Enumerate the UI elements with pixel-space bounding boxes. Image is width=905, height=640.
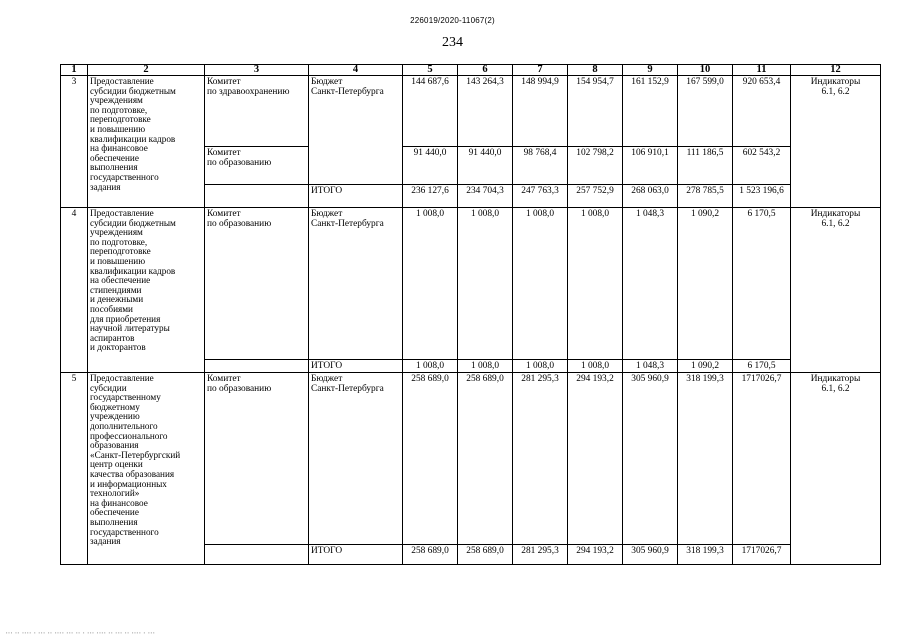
value-cell: 148 994,9 — [513, 76, 568, 147]
table-row — [61, 208, 881, 360]
header-cell: 11 — [733, 65, 791, 76]
value-cell: 106 910,1 — [623, 147, 678, 185]
document-number: 226019/2020-11067(2) — [410, 16, 495, 25]
page-number: 234 — [442, 35, 463, 50]
funding-source: Бюджет Санкт-Петербурга — [309, 76, 403, 185]
value-cell: 144 687,6 — [403, 76, 458, 147]
header-cell: 10 — [678, 65, 733, 76]
value-cell: 258 689,0 — [403, 373, 458, 545]
value-cell: 91 440,0 — [403, 147, 458, 185]
header-cell: 5 — [403, 65, 458, 76]
indicators-cell: Индикаторы 6.1, 6.2 — [791, 76, 881, 208]
empty-cell — [205, 185, 309, 208]
value-cell: 98 768,4 — [513, 147, 568, 185]
budget-table — [60, 64, 881, 565]
funding-source: Бюджет Санкт-Петербурга — [309, 208, 403, 360]
scan-footer-noise: ▪▪▪ ▪▪ ▪▪▪▪ ▪ ▪▪▪ ▪▪ ▪▪▪▪ ▪▪▪ ▪▪ ▪ ▪▪▪ ▪▪▪▪ ▪▪ ▪▪▪ ▪▪ ▪▪▪▪ ▪ ▪▪▪ — [6, 630, 156, 634]
total-value: 318 199,3 — [678, 545, 733, 565]
value-cell: 1717026,7 — [733, 373, 791, 545]
empty-cell — [205, 545, 309, 565]
total-value: 234 704,3 — [458, 185, 513, 208]
header-cell: 3 — [205, 65, 309, 76]
header-cell: 4 — [309, 65, 403, 76]
header-cell: 6 — [458, 65, 513, 76]
row-number: 3 — [61, 76, 88, 208]
total-value: 305 960,9 — [623, 545, 678, 565]
indicators-cell: Индикаторы 6.1, 6.2 — [791, 373, 881, 565]
measure-description: Предоставление субсидии бюджетным учреждениям по подготовке, переподготовке и повышению квалификации кадров на обеспечение стипендиями и денежными пособиями для приобретения научной литературы аспирантов и докторантов — [88, 208, 205, 373]
executor-cell: Комитет по образованию — [205, 147, 309, 185]
value-cell: 294 193,2 — [568, 373, 623, 545]
total-label: ИТОГО — [309, 185, 403, 208]
table-row — [61, 373, 881, 545]
header-cell: 1 — [61, 65, 88, 76]
value-cell: 161 152,9 — [623, 76, 678, 147]
total-value: 257 752,9 — [568, 185, 623, 208]
value-cell: 1 048,3 — [623, 208, 678, 360]
value-cell: 1 008,0 — [458, 208, 513, 360]
value-cell: 167 599,0 — [678, 76, 733, 147]
total-label: ИТОГО — [309, 545, 403, 565]
header-cell: 8 — [568, 65, 623, 76]
value-cell: 920 653,4 — [733, 76, 791, 147]
total-value: 281 295,3 — [513, 545, 568, 565]
executor-cell: Комитет по образованию — [205, 208, 309, 360]
total-value: 294 193,2 — [568, 545, 623, 565]
table-row — [61, 76, 881, 147]
total-value: 1 523 196,6 — [733, 185, 791, 208]
total-value: 1 008,0 — [568, 360, 623, 373]
value-cell: 1 090,2 — [678, 208, 733, 360]
empty-cell — [205, 360, 309, 373]
value-cell: 318 199,3 — [678, 373, 733, 545]
value-cell: 6 170,5 — [733, 208, 791, 360]
value-cell: 102 798,2 — [568, 147, 623, 185]
header-cell: 7 — [513, 65, 568, 76]
value-cell: 258 689,0 — [458, 373, 513, 545]
funding-source: Бюджет Санкт-Петербурга — [309, 373, 403, 545]
total-value: 247 763,3 — [513, 185, 568, 208]
total-value: 1 008,0 — [403, 360, 458, 373]
value-cell: 111 186,5 — [678, 147, 733, 185]
value-cell: 91 440,0 — [458, 147, 513, 185]
executor-cell: Комитет по здравоохранению — [205, 76, 309, 147]
total-value: 258 689,0 — [403, 545, 458, 565]
indicators-cell: Индикаторы 6.1, 6.2 — [791, 208, 881, 373]
total-value: 1717026,7 — [733, 545, 791, 565]
total-label: ИТОГО — [309, 360, 403, 373]
header-cell: 2 — [88, 65, 205, 76]
total-value: 236 127,6 — [403, 185, 458, 208]
value-cell: 602 543,2 — [733, 147, 791, 185]
header-cell: 9 — [623, 65, 678, 76]
row-number: 5 — [61, 373, 88, 565]
row-number: 4 — [61, 208, 88, 373]
total-value: 6 170,5 — [733, 360, 791, 373]
value-cell: 281 295,3 — [513, 373, 568, 545]
value-cell: 305 960,9 — [623, 373, 678, 545]
value-cell: 1 008,0 — [403, 208, 458, 360]
value-cell: 143 264,3 — [458, 76, 513, 147]
value-cell: 1 008,0 — [568, 208, 623, 360]
total-value: 1 008,0 — [513, 360, 568, 373]
total-value: 1 008,0 — [458, 360, 513, 373]
total-value: 1 048,3 — [623, 360, 678, 373]
total-value: 268 063,0 — [623, 185, 678, 208]
header-cell: 12 — [791, 65, 881, 76]
value-cell: 1 008,0 — [513, 208, 568, 360]
header-row — [61, 65, 881, 76]
total-value: 258 689,0 — [458, 545, 513, 565]
value-cell: 154 954,7 — [568, 76, 623, 147]
measure-description: Предоставление субсидии бюджетным учреждениям по подготовке, переподготовке и повышению квалификации кадров на финансовое обеспечение выполнения государственного задания — [88, 76, 205, 208]
measure-description: Предоставление субсидии государственному бюджетному учреждению дополнительного профессионального образования «Санкт-Петербургский центр оценки качества образования и информационных технологий» на финансовое обеспечение выполнения государственного задания — [88, 373, 205, 565]
total-value: 1 090,2 — [678, 360, 733, 373]
total-value: 278 785,5 — [678, 185, 733, 208]
executor-cell: Комитет по образованию — [205, 373, 309, 545]
